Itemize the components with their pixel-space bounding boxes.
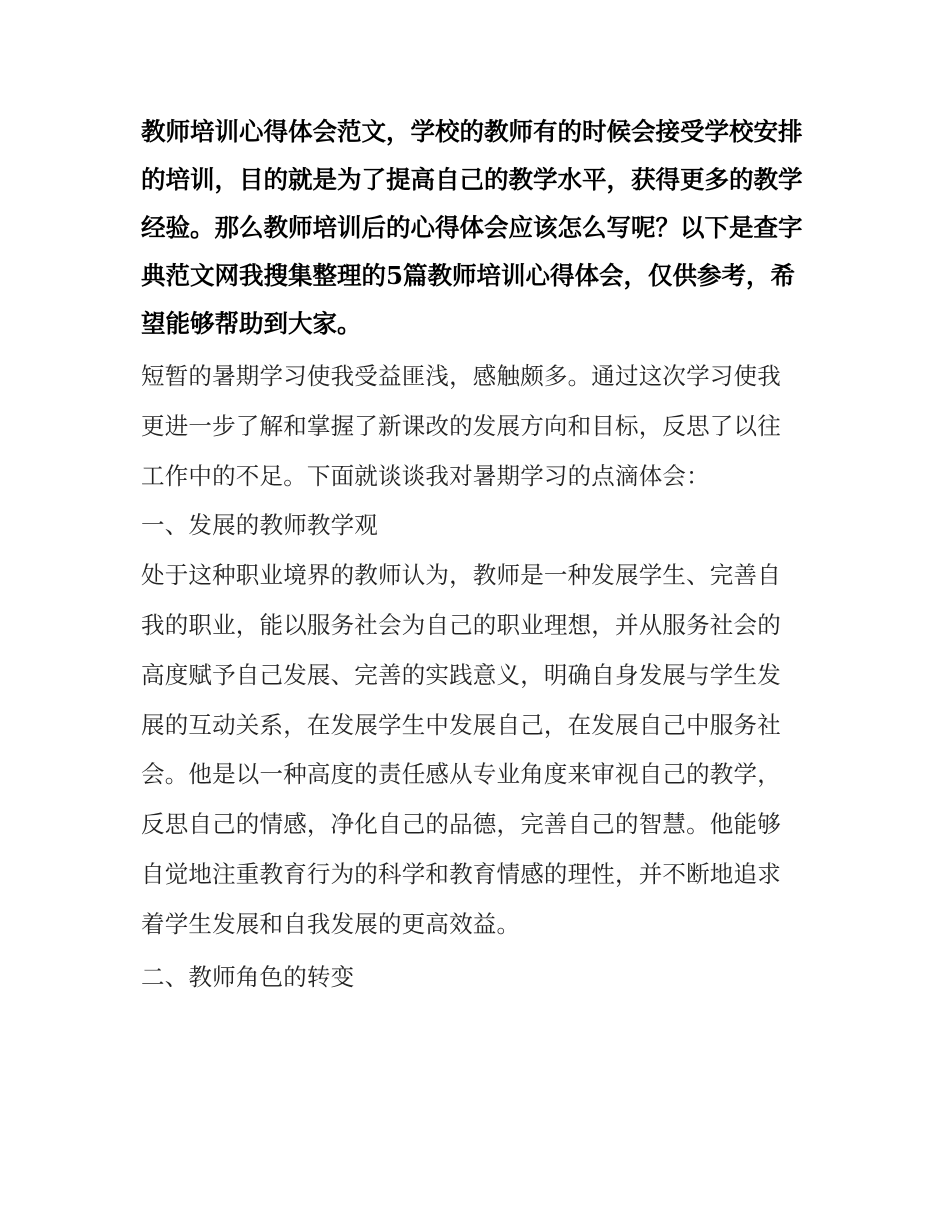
paragraph-line: 短暂的暑期学习使我受益匪浅，感触颇多。通过这次学习使我 — [141, 362, 781, 390]
paragraph-line: 会。他是以一种高度的责任感从专业角度来审视自己的教学， — [141, 760, 781, 789]
paragraph-line: 高度赋予自己发展、完善的实践意义，明确自身发展与学生发 — [141, 660, 781, 689]
section-heading: 二、教师角色的转变 — [141, 962, 355, 991]
paragraph-line: 自觉地注重教育行为的科学和教育情感的理性，并不断地追求 — [141, 859, 781, 888]
article-text — [141, 352, 813, 1002]
paragraph-line: 处于这种职业境界的教师认为，教师是一种发展学生、完善自 — [141, 561, 781, 590]
document-body — [141, 108, 813, 1002]
paragraph-line: 我的职业，能以服务社会为自己的职业理想，并从服务社会的 — [141, 610, 781, 639]
intro-line: 望能够帮助到大家。 — [141, 309, 362, 338]
section-heading: 一、发展的教师教学观 — [141, 511, 378, 540]
paragraph-line: 展的互动关系，在发展学生中发展自己，在发展自己中服务社 — [141, 710, 781, 739]
intro-line: 的培训，目的就是为了提高自己的教学水平，获得更多的教学 — [141, 165, 803, 194]
intro-line: 经验。那么教师培训后的心得体会应该怎么写呢？以下是查字 — [141, 213, 803, 242]
intro-paragraph — [141, 108, 813, 348]
paragraph-line: 更进一步了解和掌握了新课改的发展方向和目标，反思了以往 — [141, 411, 781, 440]
intro-line: 教师培训心得体会范文，学校的教师有的时候会接受学校安排 — [141, 117, 803, 146]
paragraph-line: 工作中的不足。下面就谈谈我对暑期学习的点滴体会： — [141, 461, 710, 490]
paragraph-line: 反思自己的情感，净化自己的品德，完善自己的智慧。他能够 — [141, 810, 781, 839]
paragraph-line: 着学生发展和自我发展的更高效益。 — [141, 909, 521, 938]
intro-line: 典范文网我搜集整理的5篇教师培训心得体会，仅供参考，希 — [141, 261, 796, 290]
